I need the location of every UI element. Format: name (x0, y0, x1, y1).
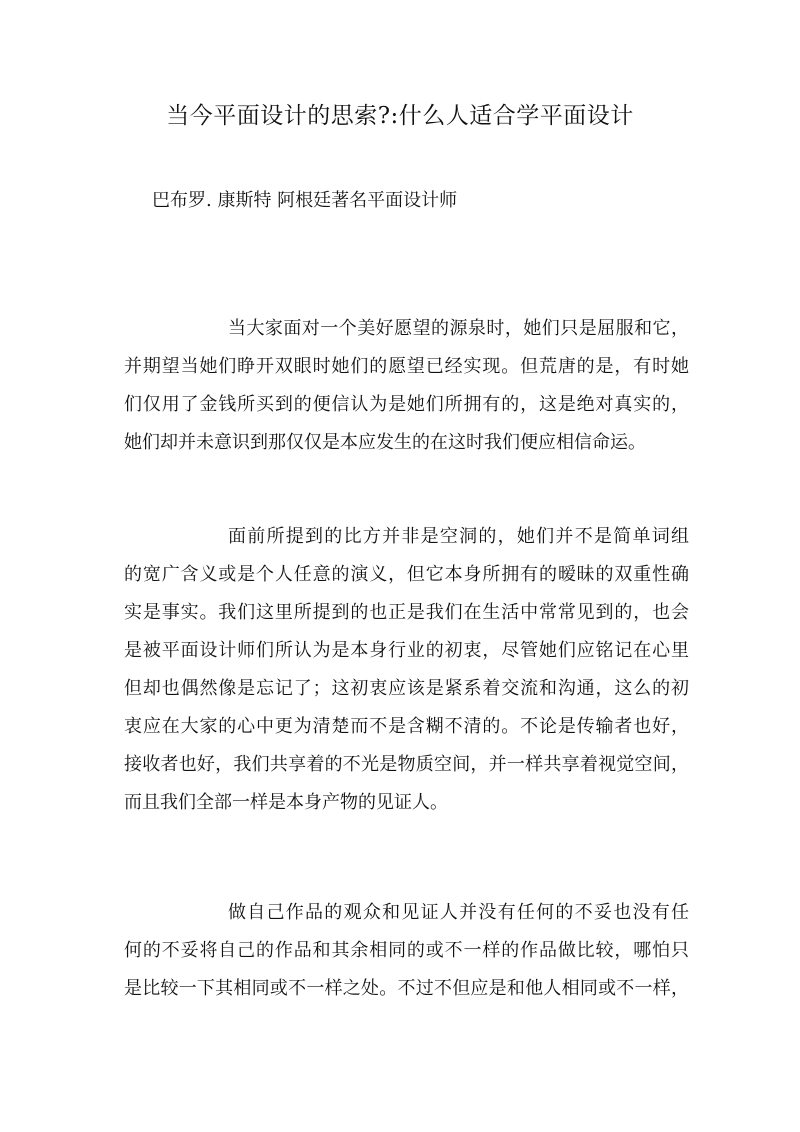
paragraph-line: 面前所提到的比方并非是空洞的，她们并不是简单词组 (228, 526, 689, 547)
paragraph-line: 们仅用了金钱所买到的便信认为是她们所拥有的，这是绝对真实的， (124, 394, 689, 415)
author-line: 巴布罗. 康斯特 阿根廷著名平面设计师 (152, 190, 458, 211)
paragraph-line: 实是事实。我们这里所提到的也正是我们在生活中常常见到的，也会 (124, 602, 689, 623)
paragraph-line: 衷应在大家的心中更为清楚而不是含糊不清的。不论是传输者也好， (124, 716, 689, 737)
paragraph-line: 而且我们全部一样是本身产物的见证人。 (124, 792, 448, 813)
paragraph-2 (124, 518, 689, 822)
paragraph-line: 做自己作品的观众和见证人并没有任何的不妥也没有任 (228, 902, 689, 923)
paragraph-line: 接收者也好，我们共享着的不光是物质空间，并一样共享着视觉空间， (124, 754, 689, 775)
paragraph-line: 她们却并未意识到那仅仅是本应发生的在这时我们便应相信命运。 (124, 432, 646, 453)
paragraph-line: 是比较一下其相同或不一样之处。不过不但应是和他人相同或不一样， (124, 978, 689, 999)
paragraph-line: 并期望当她们睁开双眼时她们的愿望已经实现。但荒唐的是，有时她 (124, 356, 689, 377)
paragraph-line: 当大家面对一个美好愿望的源泉时，她们只是屈服和它， (228, 318, 689, 339)
paragraph-line: 的宽广含义或是个人任意的演义，但它本身所拥有的暧昧的双重性确 (124, 564, 689, 585)
paragraph-line: 何的不妥将自己的作品和其余相同的或不一样的作品做比较，哪怕只 (124, 940, 689, 961)
paragraph-line: 是被平面设计师们所认为是本身行业的初衷，尽管她们应铭记在心里 (124, 640, 689, 661)
paragraph-1 (124, 310, 689, 462)
paragraph-3 (124, 894, 689, 1008)
paragraph-line: 但却也偶然像是忘记了；这初衷应该是紧系着交流和沟通，这么的初 (124, 678, 689, 699)
document-title: 当今平面设计的思索?:什么人适合学平面设计 (166, 103, 634, 129)
